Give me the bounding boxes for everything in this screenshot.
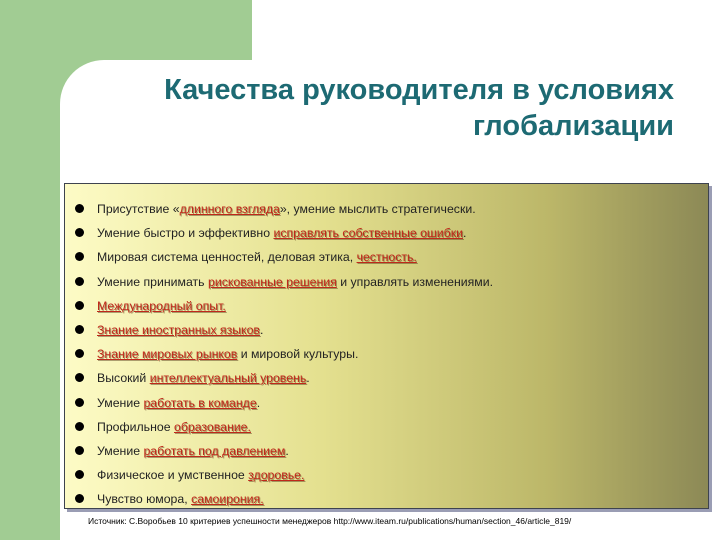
bullet-icon: [75, 446, 84, 455]
bullet-icon: [75, 325, 84, 334]
item-text: », умение мыслить стратегически.: [279, 202, 476, 216]
item-text: Чувство юмора,: [97, 492, 192, 507]
item-highlight: интеллектуальный уровень: [149, 371, 307, 386]
item-text: .: [306, 371, 310, 386]
item-text: Мировая система ценностей, деловая этика,: [97, 250, 357, 265]
item-text: .: [259, 322, 264, 337]
list-item: [75, 346, 493, 370]
source-caption: Источник: С.Воробьев 10 критериев успешности менеджеров http://www.iteam.ru/publications/human/section_46/article_819/: [88, 516, 572, 526]
bullet-icon: [75, 494, 84, 503]
list-item: [75, 395, 493, 419]
item-text: Высокий: [97, 371, 150, 386]
item-highlight: рискованные решения: [207, 274, 337, 289]
item-text: .: [256, 395, 261, 410]
qualities-list: [75, 201, 493, 515]
list-item: [75, 419, 493, 443]
title-line-2: глобализации: [472, 110, 674, 142]
list-item: [75, 491, 493, 515]
list-item: [75, 201, 493, 225]
item-text: Умение быстро и эффективно: [97, 226, 274, 241]
qualities-box: [64, 183, 709, 509]
bullet-icon: [75, 301, 84, 310]
list-item: [75, 298, 493, 322]
item-text: Умение: [97, 443, 144, 458]
list-item: [75, 225, 493, 249]
list-item: [75, 249, 493, 273]
item-highlight: образование.: [173, 419, 251, 434]
item-text: Профильное: [97, 419, 174, 434]
title-line-1: Качества руководителя в условиях: [164, 74, 674, 106]
list-item: [75, 370, 493, 394]
item-highlight: самоирония.: [191, 492, 264, 507]
item-highlight: здоровье.: [248, 468, 305, 483]
item-highlight: Знание мировых рынков: [97, 347, 238, 362]
item-text: Физическое и умственное: [97, 468, 249, 483]
item-highlight: работать в команде: [143, 395, 257, 410]
item-text: Умение принимать: [97, 274, 208, 289]
item-text: Умение: [97, 395, 144, 410]
bullet-icon: [75, 373, 84, 382]
item-highlight: исправлять собственные ошибки: [273, 226, 463, 241]
list-item: [75, 443, 493, 467]
bullet-icon: [75, 228, 84, 237]
list-item: [75, 467, 493, 491]
list-item: [75, 322, 493, 346]
item-text: Присутствие «: [97, 202, 180, 216]
item-highlight: честность.: [356, 250, 417, 265]
item-highlight: работать под давлением: [143, 443, 286, 458]
bullet-icon: [75, 470, 84, 479]
item-text: и управлять изменениями.: [336, 274, 494, 289]
item-text: и мировой культуры.: [237, 347, 359, 362]
bullet-icon: [75, 422, 84, 431]
item-highlight: Знание иностранных языков: [97, 322, 260, 337]
bullet-icon: [75, 252, 84, 261]
item-text: .: [462, 226, 467, 241]
bullet-icon: [75, 349, 84, 358]
list-item: [75, 274, 493, 298]
page-title: [100, 72, 674, 144]
item-text: .: [285, 443, 289, 458]
bullet-icon: [75, 398, 84, 407]
bullet-icon: [75, 277, 84, 286]
item-highlight: Международный опыт.: [97, 298, 226, 313]
item-highlight: длинного взгляда: [179, 202, 280, 216]
bullet-icon: [75, 204, 84, 213]
